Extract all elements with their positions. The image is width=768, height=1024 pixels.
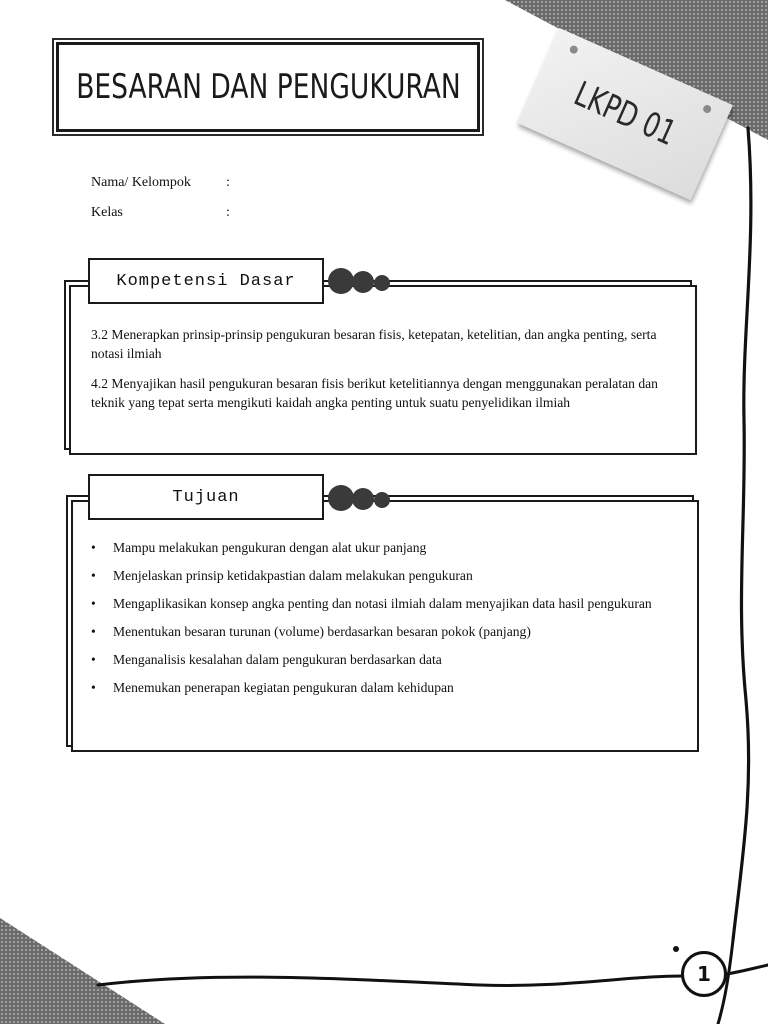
kompetensi-item: 3.2 Menerapkan prinsip-prinsip pengukuran besaran fisis, ketepatan, ketelitian, dan angka penting, serta notasi ilmiah: [91, 327, 657, 361]
kompetensi-frame: [69, 285, 697, 455]
kompetensi-heading: [88, 258, 324, 304]
list-item: • Menentukan besaran turunan (volume) berdasarkan besaran pokok (panjang): [91, 618, 673, 646]
kompetensi-item: 4.2 Menyajikan hasil pengukuran besaran fisis berikut ketelitiannya dengan menggunakan peralatan dan teknik yang tepat serta mengikuti kaidah angka penting untuk suatu penyelidikan ilmiah: [91, 376, 658, 410]
tujuan-heading: [88, 474, 324, 520]
bullet-icon: •: [91, 680, 96, 695]
class-colon: :: [226, 205, 230, 220]
class-label: Kelas: [91, 205, 123, 220]
bullet-icon: •: [91, 596, 96, 611]
decor-circle-small: [374, 275, 390, 291]
bullet-icon: •: [91, 540, 96, 555]
tujuan-heading-text: Tujuan: [172, 487, 240, 507]
list-item: • Menemukan penerapan kegiatan pengukuran dalam kehidupan: [91, 674, 673, 702]
pin-icon: [568, 44, 579, 55]
decor-circle-medium: [352, 488, 374, 510]
list-item: • Menjelaskan prinsip ketidakpastian dalam melakukan pengukuran: [91, 562, 673, 590]
title-banner: [56, 42, 480, 132]
list-item: • Mampu melakukan pengukuran dengan alat ukur panjang: [91, 534, 673, 562]
name-group-colon: :: [226, 175, 230, 190]
page-title: BESARAN DAN PENGUKURAN: [75, 67, 461, 107]
decor-circle-small: [374, 492, 390, 508]
page-number: 1: [697, 962, 711, 986]
decor-circle-large: [328, 485, 354, 511]
kompetensi-heading-text: Kompetensi Dasar: [116, 271, 296, 291]
bullet-icon: •: [91, 568, 96, 583]
bullet-icon: •: [91, 624, 96, 639]
decor-circle-medium: [352, 271, 374, 293]
list-item: • Menganalisis kesalahan dalam pengukuran berdasarkan data: [91, 646, 673, 674]
pin-icon: [702, 104, 713, 115]
name-group-label: Nama/ Kelompok: [91, 175, 191, 190]
decor-circle-large: [328, 268, 354, 294]
tujuan-list: [91, 534, 673, 702]
sign-label: LKPD 01: [568, 74, 682, 154]
page-number-badge: [681, 951, 727, 997]
list-item: • Mengaplikasikan konsep angka penting dan notasi ilmiah dalam menyajikan data hasil pengukuran: [91, 590, 673, 618]
bullet-icon: •: [91, 652, 96, 667]
